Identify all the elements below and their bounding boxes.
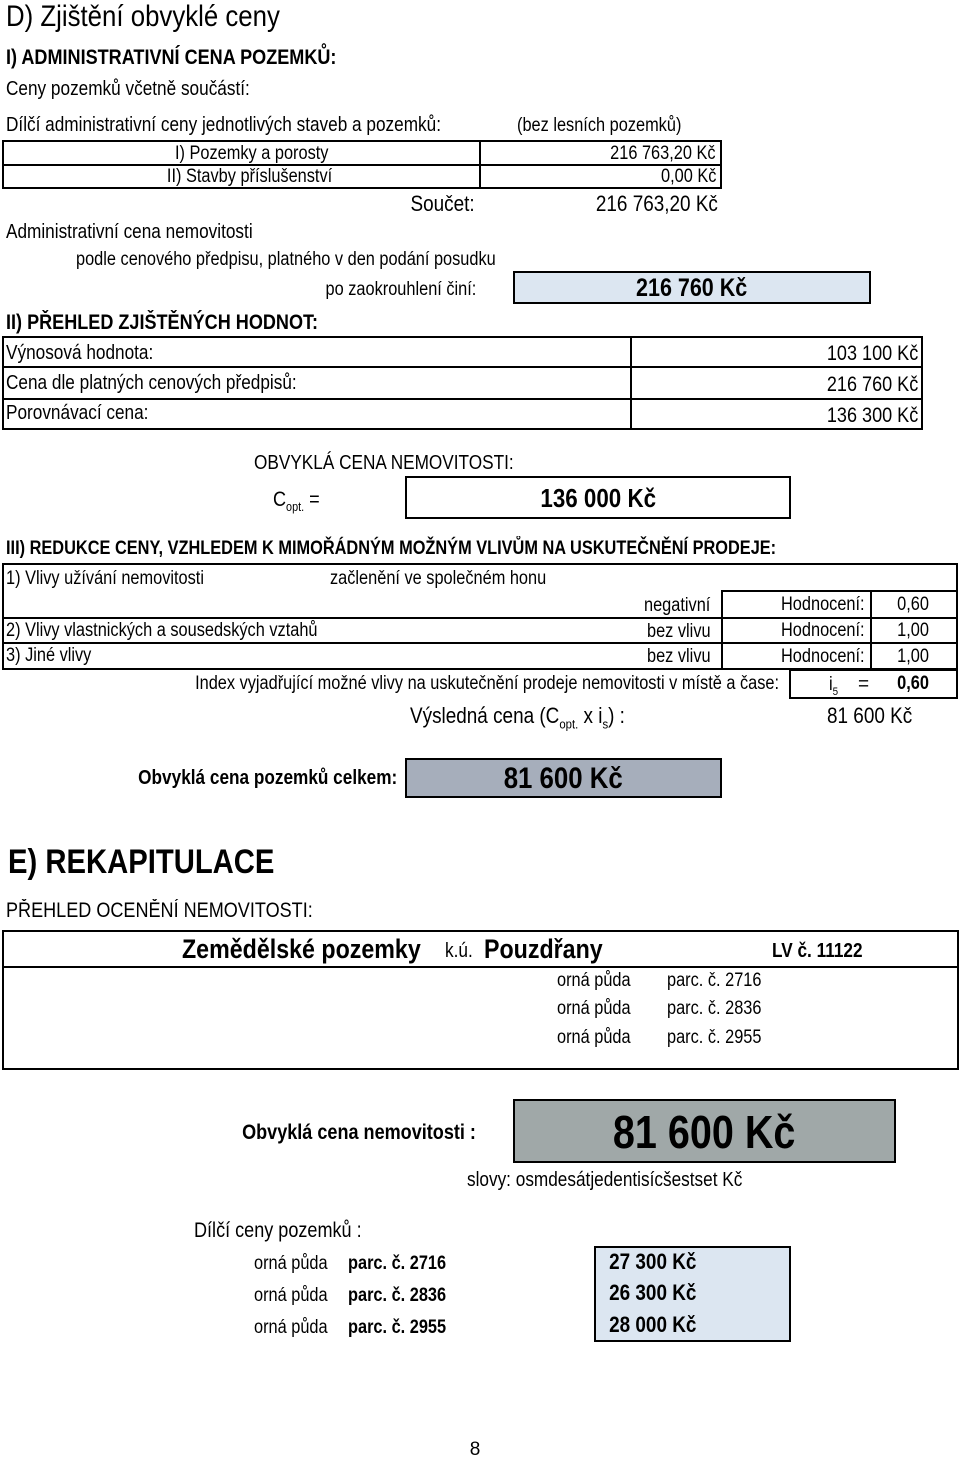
parcel-number: parc. č. 2955: [667, 1027, 762, 1048]
influence-3-effect: bez vlivu: [647, 646, 711, 667]
copt-label: $C_{opt.}$ =: [273, 488, 320, 515]
divider: [2, 966, 959, 968]
overview-value-cena: 216 760 Kč: [826, 373, 918, 396]
divider: [2, 366, 923, 368]
overview-value-porovnavaci: 136 300 Kč: [826, 404, 918, 427]
overview-label-cena: Cena dle platných cenových předpisů:: [6, 372, 297, 394]
usual-price-recap-box: 81 600 Kč: [513, 1099, 896, 1163]
rating-value: 1,00: [897, 620, 929, 641]
rating-label: Hodnocení:: [781, 620, 865, 641]
result-value: 81 600 Kč: [827, 703, 913, 728]
property-type: Zemědělské pozemky: [182, 934, 421, 964]
divider: [2, 563, 958, 565]
copt-value-box: 136 000 Kč: [405, 476, 791, 519]
page-number: 8: [469, 1439, 481, 1460]
influence-1-label: 1) Vlivy užívání nemovitosti: [6, 568, 204, 589]
index-symbol: $i_5$: [829, 674, 839, 698]
overview-heading: II) PŘEHLED ZJIŠTĚNÝCH HODNOT:: [6, 311, 319, 334]
ku-label: k.ú.: [445, 940, 473, 962]
divider: [479, 140, 481, 189]
lv-number: LV č. 11122: [772, 940, 863, 962]
result-label: Výsledná cena ($C_{opt.}$ x $i_s$) :: [410, 703, 625, 732]
section-d-title: D) Zjištění obvyklé ceny: [6, 0, 280, 33]
divider: [721, 590, 723, 669]
influence-1-effect: negativní: [644, 595, 711, 616]
overview-label-vynosova: Výnosová hodnota:: [6, 342, 154, 364]
words-line: slovy: osmdesátjedentisícšestset Kč: [467, 1169, 743, 1191]
admin-heading: I) ADMINISTRATIVNÍ CENA POZEMKŮ:: [6, 46, 337, 69]
row-label-stavby: II) Stavby příslušenství: [166, 166, 332, 187]
partial-value: 28 000 Kč: [609, 1312, 697, 1337]
ku-name: Pouzdřany: [484, 934, 603, 964]
partial-value: 27 300 Kč: [609, 1249, 697, 1274]
index-value: 0,60: [897, 673, 929, 694]
parcel-type: orná půda: [557, 1027, 631, 1048]
row-value-pozemky: 216 763,20 Kč: [610, 143, 716, 164]
partial-type: orná půda: [254, 1317, 328, 1338]
overview-value-vynosova: 103 100 Kč: [826, 342, 918, 365]
rating-label: Hodnocení:: [781, 594, 865, 615]
partial-parcel: parc. č. 2955: [348, 1317, 447, 1338]
reduction-heading: III) REDUKCE CENY, VZHLEDEM K MIMOŘÁDNÝM MOŽNÝM VLIVŮM NA USKUTEČNĚNÍ PRODEJE:: [6, 538, 777, 559]
parcel-type: orná půda: [557, 998, 631, 1019]
influence-3-label: 3) Jiné vlivy: [6, 645, 92, 666]
partial-value: 26 300 Kč: [609, 1280, 697, 1305]
row-label-pozemky: I) Pozemky a porosty: [174, 143, 328, 164]
admin-price-sub: podle cenového předpisu, platného v den podání posudku: [76, 249, 496, 270]
admin-price-label: Administrativní cena nemovitosti: [6, 221, 253, 243]
parcel-type: orná půda: [557, 970, 631, 991]
section-e-title: E) REKAPITULACE: [8, 843, 275, 881]
divider: [2, 642, 958, 644]
usual-price-recap-label: Obvyklá cena nemovitosti :: [242, 1121, 476, 1144]
partial-note: (bez lesních pozemků): [517, 115, 682, 136]
rounded-value-box: 216 760 Kč: [513, 271, 871, 304]
rating-label: Hodnocení:: [781, 646, 865, 667]
partial-parcel: parc. č. 2716: [348, 1253, 447, 1274]
divider: [2, 398, 923, 400]
rating-value: 0,60: [897, 594, 929, 615]
partial-type: orná půda: [254, 1285, 328, 1306]
recap-overview-label: PŘEHLED OCENĚNÍ NEMOVITOSTI:: [6, 899, 313, 922]
index-equals: =: [858, 674, 870, 695]
sum-label: Součet:: [410, 191, 475, 216]
index-box: [789, 669, 958, 699]
partial-type: orná půda: [254, 1253, 328, 1274]
total-land-label: Obvyklá cena pozemků celkem:: [137, 767, 397, 789]
partial-parcel: parc. č. 2836: [348, 1285, 447, 1306]
partial-prices-label: Dílčí ceny pozemků :: [194, 1219, 362, 1242]
usual-price-label: OBVYKLÁ CENA NEMOVITOSTI:: [254, 452, 514, 474]
row-value-stavby: 0,00 Kč: [660, 166, 716, 187]
divider: [630, 336, 632, 430]
index-label: Index vyjadřující možné vlivy na uskutečnění prodeje nemovitosti v místě a čase:: [195, 673, 780, 694]
divider: [2, 617, 958, 619]
divider: [721, 590, 958, 592]
admin-subheading: Ceny pozemků včetně součástí:: [6, 78, 250, 100]
rounded-label: po zaokrouhlení činí:: [325, 279, 476, 300]
parcel-number: parc. č. 2716: [667, 970, 762, 991]
influence-1-desc: začlenění ve společném honu: [330, 568, 547, 589]
rating-value: 1,00: [897, 646, 929, 667]
parcel-number: parc. č. 2836: [667, 998, 762, 1019]
overview-label-porovnavaci: Porovnávací cena:: [6, 402, 149, 424]
sum-value: 216 763,20 Kč: [595, 191, 718, 216]
total-land-value-box: 81 600 Kč: [405, 758, 722, 798]
divider: [956, 563, 958, 669]
divider: [2, 563, 4, 669]
influence-2-effect: bez vlivu: [647, 621, 711, 642]
partial-label: Dílčí administrativní ceny jednotlivých staveb a pozemků:: [6, 114, 441, 136]
influence-2-label: 2) Vlivy vlastnických a sousedských vztahů: [6, 620, 318, 641]
